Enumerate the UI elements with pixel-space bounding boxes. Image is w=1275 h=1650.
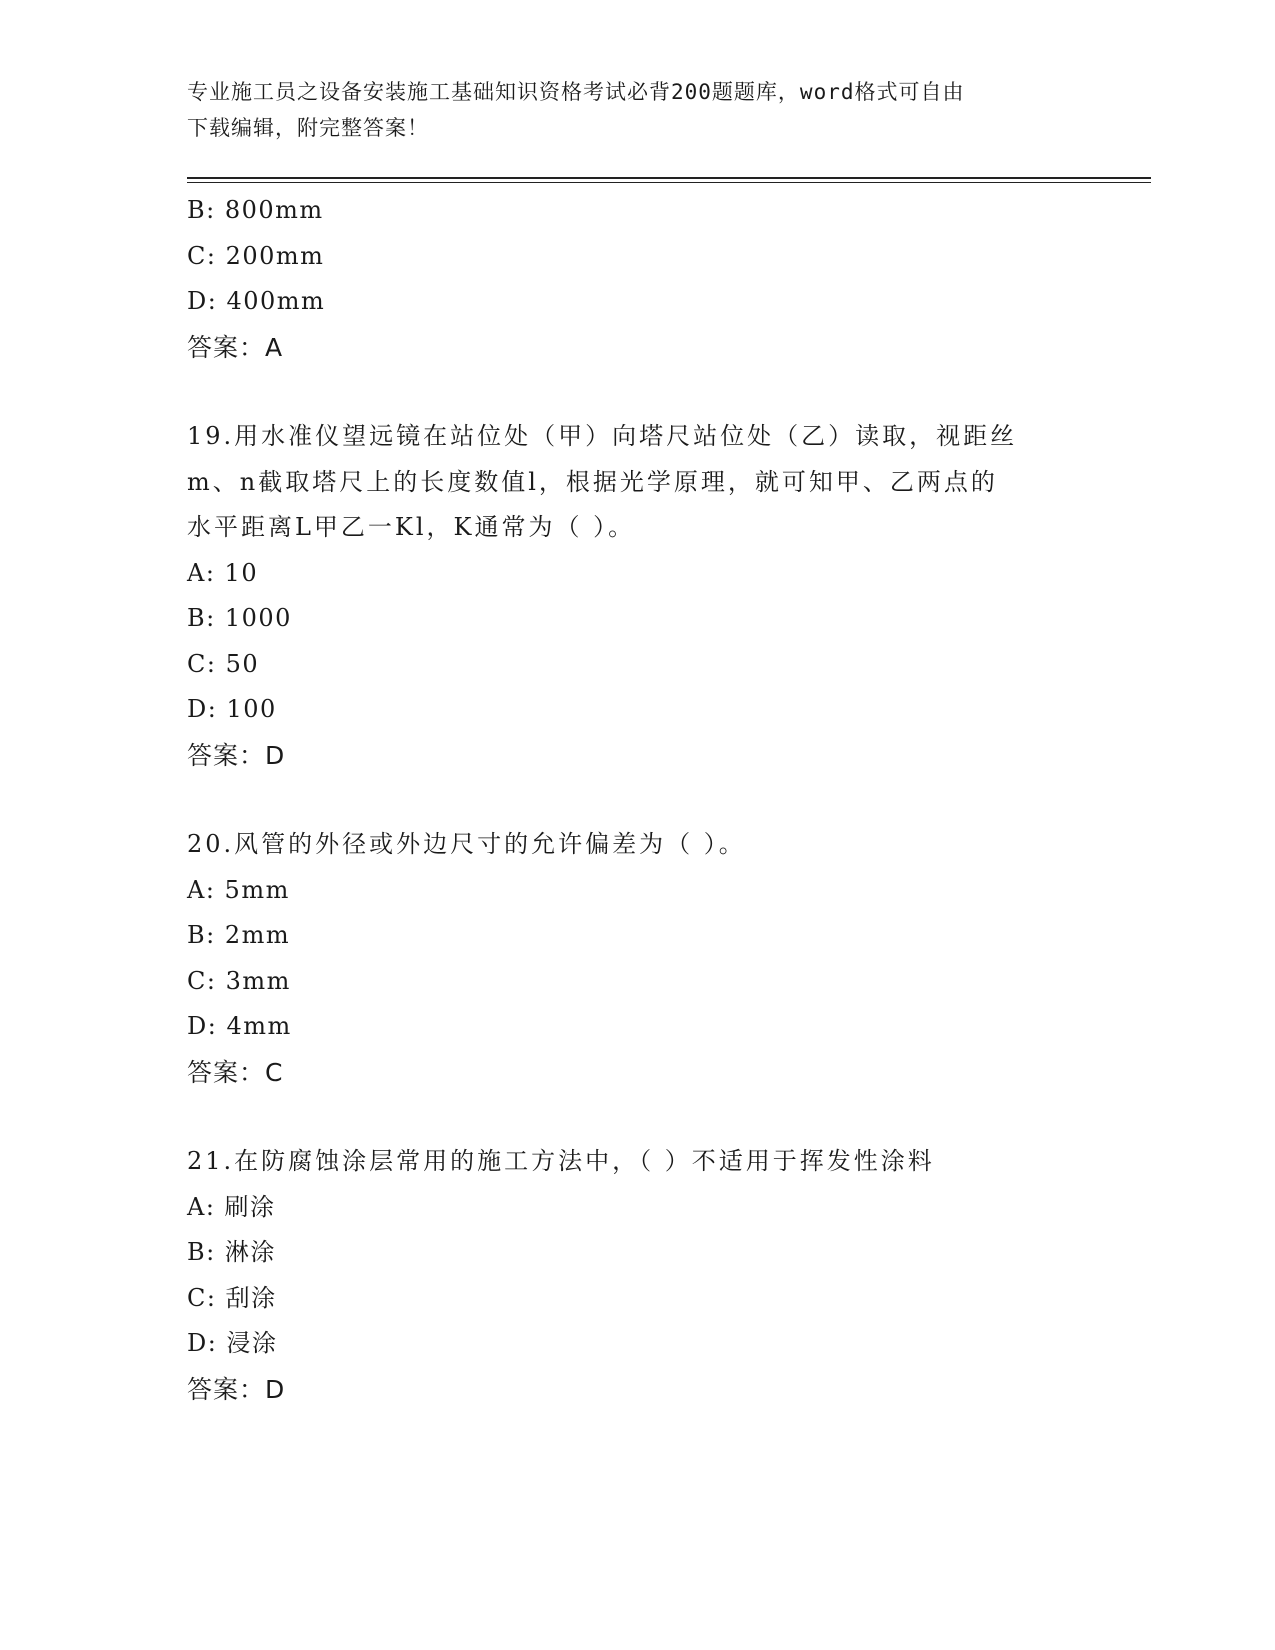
option-a: A: 刷涂 bbox=[187, 1192, 276, 1221]
answer: 答案：D bbox=[187, 1374, 286, 1404]
answer: 答案：A bbox=[187, 332, 284, 362]
header-line-1: 专业施工员之设备安装施工基础知识资格考试必背200题题库，word格式可自由 bbox=[187, 80, 965, 104]
option-b: B: 800mm bbox=[187, 196, 324, 224]
answer: 答案：D bbox=[187, 740, 286, 770]
option-d: D: 浸涂 bbox=[187, 1329, 278, 1357]
question-text-line: 20.风管的外径或外边尺寸的允许偏差为（ ）。 bbox=[187, 830, 746, 858]
option-c: C: 50 bbox=[187, 649, 260, 678]
option-b: B: 1000 bbox=[187, 604, 292, 632]
question-20 bbox=[187, 822, 1087, 1095]
option-d: D: 400mm bbox=[187, 287, 326, 315]
option-a: A: 10 bbox=[187, 558, 259, 587]
question-19 bbox=[187, 414, 1087, 778]
header-divider bbox=[187, 177, 1151, 179]
question-text-line: 21.在防腐蚀涂层常用的施工方法中，（ ）不适用于挥发性涂料 bbox=[187, 1147, 935, 1175]
question-text-line: 水平距离L甲乙一Kl，K通常为（ ）。 bbox=[187, 513, 636, 541]
option-b: B: 淋涂 bbox=[187, 1238, 276, 1266]
header-divider-thin bbox=[187, 182, 1151, 183]
option-c: C: 3mm bbox=[187, 966, 291, 995]
option-a: A: 5mm bbox=[187, 875, 290, 904]
question-text-line: 19.用水准仪望远镜在站位处（甲）向塔尺站位处（乙）读取，视距丝 bbox=[187, 422, 1018, 450]
question-list bbox=[187, 188, 1087, 1412]
question-text-line: m、n截取塔尺上的长度数值l，根据光学原理，就可知甲、乙两点的 bbox=[187, 467, 998, 496]
option-d: D: 100 bbox=[187, 695, 277, 723]
option-c: C: 200mm bbox=[187, 241, 325, 270]
question-21 bbox=[187, 1139, 1087, 1412]
option-b: B: 2mm bbox=[187, 921, 291, 949]
answer: 答案：C bbox=[187, 1057, 284, 1087]
document-header bbox=[187, 74, 1067, 146]
header-line-2: 下载编辑，附完整答案！ bbox=[187, 116, 429, 140]
option-d: D: 4mm bbox=[187, 1012, 292, 1040]
question-18 bbox=[187, 188, 1087, 370]
option-c: C: 刮涂 bbox=[187, 1283, 277, 1312]
